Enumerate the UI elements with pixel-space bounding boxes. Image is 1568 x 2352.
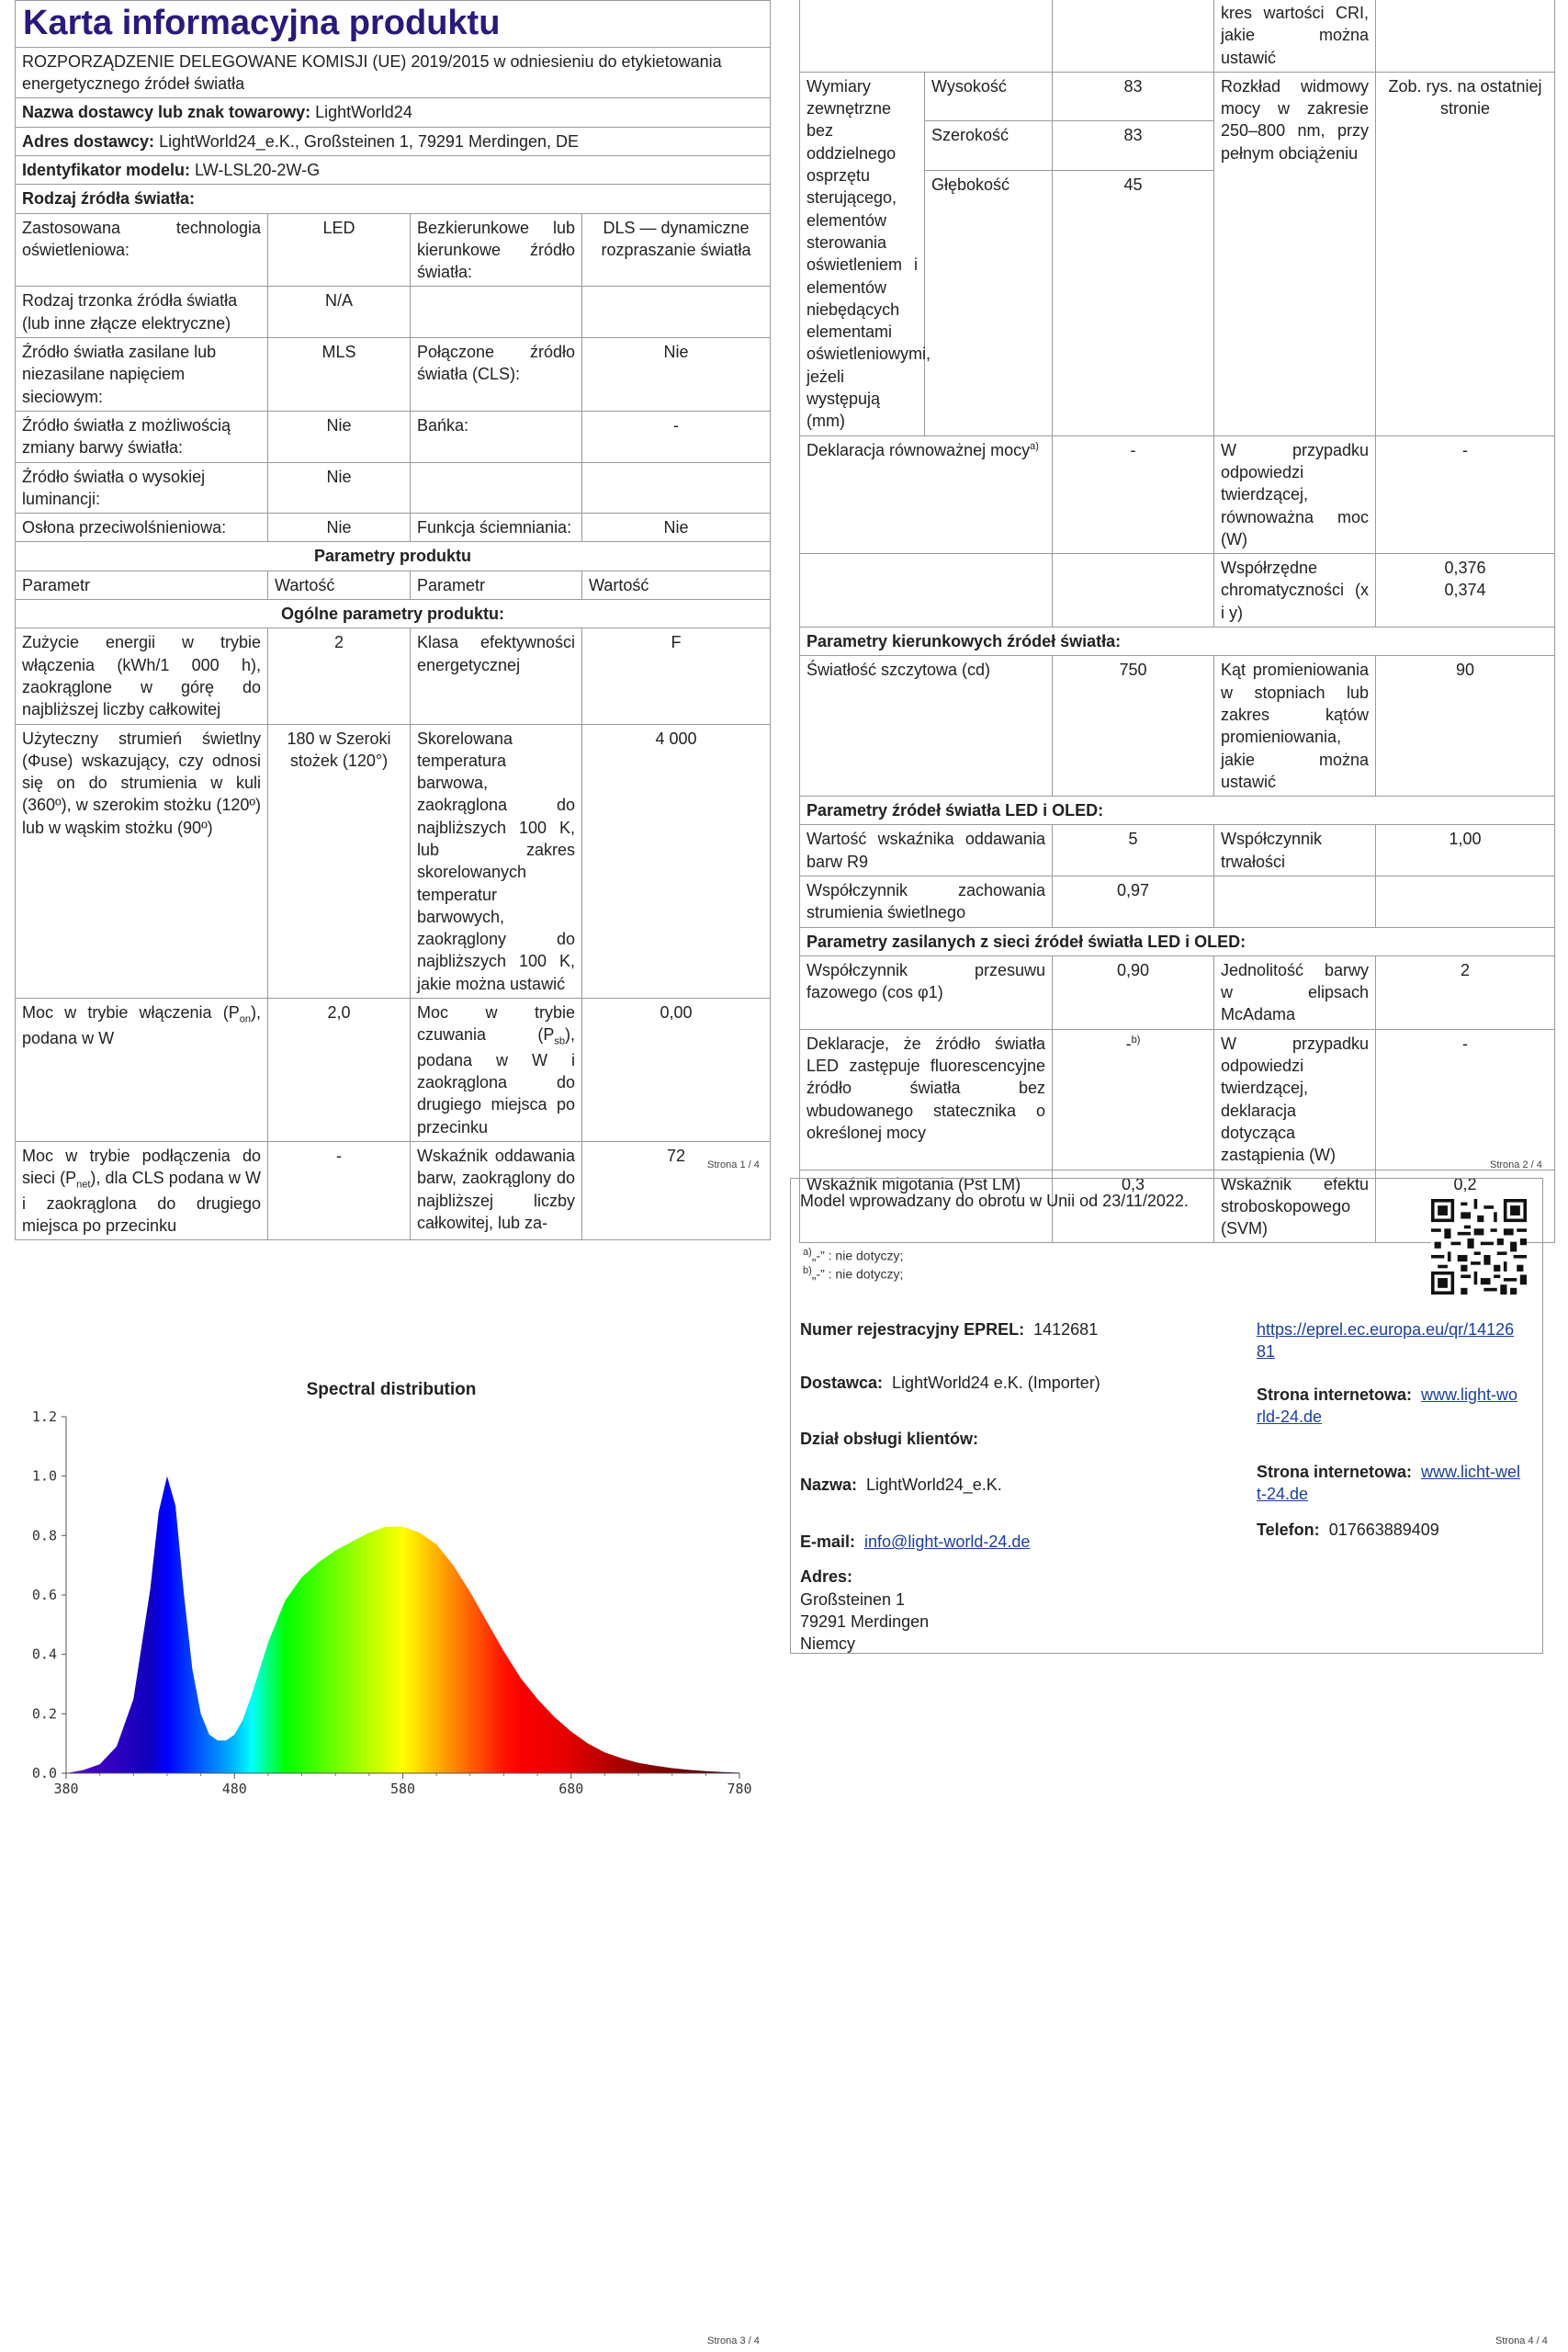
replacement-row: Deklaracje, że źródło światła LED zastępuje fluorescencyjne źródło światła bez wbudowanego statecznika o określonej mocy -$^{b)}$ W przypadku odpowiedzi twierdzącej, deklaracja dotycząca zastąpienia (W) - (800, 1029, 1555, 1170)
address-line-3: Niemcy (800, 1634, 856, 1654)
network-power-row: Moc w trybie podłączenia do sieci $(P_{net})$, dla CLS podana w W i zaokrąglona do drugiego miejsca po przecinku - Wskaźnik oddawania barw, zaokrąglony do najbliższej liczby całkowitej, lub za- 72 (16, 1142, 771, 1240)
email-row: E-mail: info@light-world-24.de (800, 1532, 1031, 1552)
antiglare-row: Osłona przeciwolśnieniowa: Nie Funkcja ściemniania: Nie (16, 514, 771, 542)
cri-cont-row: kres wartości CRI, jakie można ustawić (800, 0, 1555, 72)
power-row: Moc w trybie włączenia $(P_{on})$, podana w W 2,0 Moc w trybie czuwania $(P_{sb})$, podana w W i zaokrąglona do drugiego miejsca po przecinku 0,00 (16, 999, 771, 1142)
tech-row: Zastosowana technologia oświetleniowa: LED Bezkierunkowe lub kierunkowe źródło światła: DLS — dynamiczne rozpraszanie światła (16, 213, 771, 287)
website-link[interactable]: www.light-world-24.de (1257, 1385, 1518, 1426)
general-params-heading: Ogólne parametry produktu: (16, 600, 771, 628)
x-tick-label: 780 (727, 1781, 752, 1797)
chart-plot-area (32, 1408, 752, 1797)
phone-row: Telefon: 017663889409 (1257, 1520, 1439, 1539)
dims-row-height: Wymiary zewnętrzne bez oddzielnego osprzętu sterującego, elementów sterowania oświetleniem i elementów niebędących elementami oświetleniowymi, jeżeli występują (mm) Wysokość 83 Rozkład widmowy mocy w zakresie 250–800 nm, przy pełnym obciążeniu Zob. rys. na ostatniej stronie (800, 72, 1555, 120)
cap-row: Rodzaj trzonka źródła światła (lub inne złącze elektryczne) N/A (16, 287, 771, 338)
manufacturer-info-box (790, 1178, 1543, 1654)
supplier-row: Nazwa dostawcy lub znak towarowy: LightWorld24 (16, 98, 771, 127)
address-heading: Adres: (800, 1567, 853, 1587)
page-number: Strona 1 / 4 (707, 1159, 760, 1170)
regulation-text: ROZPORZĄDZENIE DELEGOWANE KOMISJI (UE) 2019/2015 w odniesieniu do etykietowania energetycznego źródeł światła (16, 47, 771, 98)
y-tick-label: 0.0 (31, 1765, 57, 1781)
chromaticity-row: Współrzędne chromatyczności (x i y) 0,376 0,374 (800, 554, 1555, 628)
address-line-1: Großsteinen 1 (800, 1589, 906, 1609)
maintenance-row: Współczynnik zachowania strumienia świetlnego 0,97 (800, 876, 1555, 927)
email-link[interactable]: info@light-world-24.de (864, 1532, 1031, 1552)
page-3 (0, 1176, 784, 2352)
y-tick-label: 1.2 (31, 1408, 57, 1425)
high-luminance-row: Źródło światła o wysokiej luminancji: Nie (16, 462, 771, 514)
product-params-heading: Parametry produktu (16, 542, 771, 571)
dims-row-width: Szerokość 83 (800, 121, 1555, 170)
equiv-power-row: Deklaracja równoważnej mocy$^{a)}$ - W przypadku odpowiedzi twierdzącej, równoważna moc (W) - (800, 435, 1555, 553)
spectrum-area (66, 1476, 739, 1773)
directional-params-heading: Parametry kierunkowych źródeł światła: (800, 628, 1555, 656)
page-1 (0, 0, 784, 1236)
page-4 (784, 1176, 1568, 2352)
source-type-heading: Rodzaj źródła światła: (16, 185, 771, 213)
customer-service-heading: Dział obsługi klientów: (800, 1429, 979, 1448)
tunable-row: Źródło światła z możliwością zmiany barwy światła: Nie Bańka: - (16, 411, 771, 462)
column-header-row: Parametr Wartość Parametr Wartość (16, 571, 771, 599)
website-2-link[interactable]: www.licht-welt-24.de (1257, 1463, 1521, 1504)
flux-row: Użyteczny strumień świetlny (Φuse) wskazujący, czy odnosi się on do strumienia w kuli (360º), w szerokim stożku (120º) lub w wąskim stożku (90º) 180 w Szeroki stożek (120°) Skorelowana temperatura barwowa, zaokrąglona do najbliższych 100 K, lub zakres skorelowanych temperatur barwowych, zaokrąglony do najbliższych 100 K, jakie można ustawić 4 000 (16, 724, 771, 999)
page-number: Strona 4 / 4 (1495, 2335, 1548, 2346)
footnote-a: $^{a)}$„-” : nie dotyczy; (803, 1247, 904, 1264)
page-title: Karta informacyjna produktu (16, 1, 771, 48)
page-number: Strona 2 / 4 (1490, 1159, 1542, 1170)
eprel-link[interactable]: https://eprel.ec.europa.eu/qr/1412681 (1257, 1320, 1515, 1362)
product-info-table-p2 (799, 0, 1555, 1243)
led-params-heading: Parametry źródeł światła LED i OLED: (800, 797, 1555, 825)
x-tick-label: 380 (53, 1781, 79, 1797)
y-tick-label: 0.8 (31, 1527, 57, 1544)
flicker-row: Wskaźnik migotania (Pst LM) 0,3 Wskaźnik efektu stroboskopowego (SVM) 0,2 (800, 1170, 1555, 1243)
chart-title: Spectral distribution (306, 1380, 477, 1399)
address-line-2: 79291 Merdingen (800, 1612, 930, 1632)
energy-row: Zużycie energii w trybie włączenia (kWh/1 000 h), zaokrąglone w górę do najbliższej liczby całkowitej 2 Klasa efektywności energetycznej F (16, 628, 771, 724)
y-tick-label: 1.0 (31, 1467, 57, 1485)
spectral-distribution-chart (9, 1369, 762, 1810)
x-tick-label: 680 (558, 1781, 584, 1797)
x-tick-label: 480 (221, 1781, 247, 1797)
footnote-b: $^{b)}$„-” : nie dotyczy; (803, 1265, 904, 1282)
supplier-row: Dostawca: LightWorld24 e.K. (Importer) (800, 1374, 1100, 1393)
address-row: Adres dostawcy: LightWorld24_e.K., Großsteinen 1, 79291 Merdingen, DE (16, 127, 771, 155)
x-tick-label: 580 (389, 1781, 416, 1797)
service-name-row: Nazwa: LightWorld24_e.K. (800, 1475, 1002, 1494)
dims-row-depth: Głębokość 45 (800, 170, 1555, 435)
cosphi-row: Współczynnik przesuwu fazowego (cos φ1) 0,90 Jednolitość barwy w elipsach McAdama 2 (800, 956, 1555, 1029)
product-info-table-p1 (15, 0, 771, 1240)
eprel-row: Numer rejestracyjny EPREL: 1412681 (800, 1320, 1099, 1339)
model-row: Identyfikator modelu: LW-LSL20-2W-G (16, 155, 771, 184)
dims-label: Wymiary zewnętrzne bez oddzielnego osprzętu sterującego, elementów sterowania oświetleniem i elementów niebędących elementami oświetleniowymi, jeżeli występują (mm) (800, 72, 925, 435)
mains-row: Źródło światła zasilane lub niezasilane napięciem sieciowym: MLS Połączone źródło światła (CLS): Nie (16, 338, 771, 412)
mains-led-params-heading: Parametry zasilanych z sieci źródeł światła LED i OLED: (800, 927, 1555, 956)
qr-code-icon (1431, 1199, 1527, 1295)
y-tick-label: 0.2 (31, 1705, 57, 1723)
peak-intensity-row: Światłość szczytowa (cd) 750 Kąt promieniowania w stopniach lub zakres kątów promieniowania, jakie można ustawić 90 (800, 656, 1555, 797)
y-tick-label: 0.4 (31, 1645, 57, 1663)
y-tick-label: 0.6 (31, 1587, 57, 1603)
website-row: Strona internetowa: www.light-world-24.de (1257, 1385, 1518, 1426)
page-number: Strona 3 / 4 (707, 2335, 760, 2346)
website-2-row: Strona internetowa: www.licht-welt-24.de (1257, 1463, 1521, 1504)
market-date-text: Model wprowadzany do obrotu w Unii od 23/11/2022. (800, 1192, 1189, 1210)
r9-row: Wartość wskaźnika oddawania barw R9 5 Współczynnik trwałości 1,00 (800, 825, 1555, 876)
